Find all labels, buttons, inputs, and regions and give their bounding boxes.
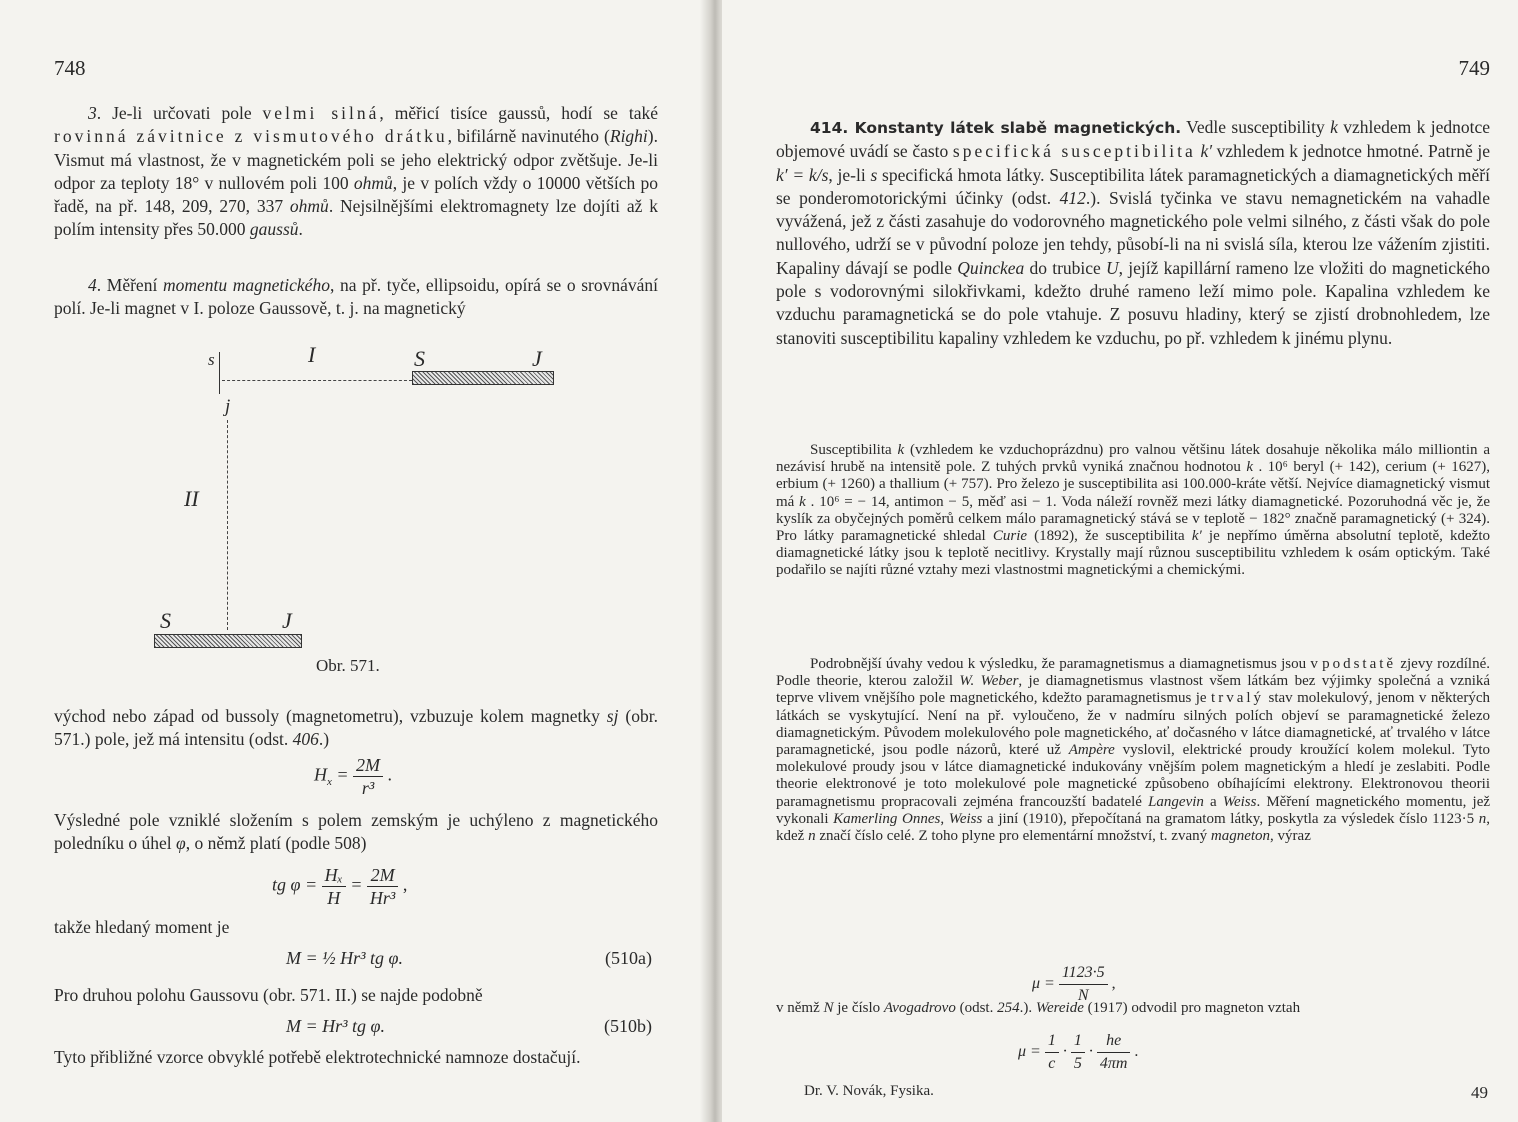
- text-run: s: [870, 164, 878, 185]
- text-run: Avogadrovo: [883, 1000, 956, 1016]
- text-run: Weiss: [1222, 793, 1257, 810]
- text-run: stav molekulový, jenom v některých látkách se vyskytující. Není na př. vyloučeno, že v nadmíru silných polích objeví se paramagnetické železo diamagnetickým. Původem molekulového pole magnetického, ať dočasného v látce diamagnetické, ať trvalého v látce paramagnetické, jsou podle názorů, které už: [776, 690, 1490, 759]
- paragraph: [54, 274, 658, 321]
- text-run: k: [799, 493, 806, 510]
- text-run: , kdež: [776, 810, 1491, 845]
- text-run: značí číslo celé. Z toho plyne pro elementární množství, t. zvaný: [815, 828, 1211, 845]
- equation: $H_x$ = $\frac{2M}{\text{r³}}$ .: [314, 755, 393, 798]
- text-run: k′: [1200, 141, 1213, 162]
- text-run: k: [1330, 117, 1338, 137]
- text-run: vyslovil, elektrické proudy kroužící kolem molekul. Tyto molekulové proudy jsou v látce diamagnetické indukovány vnějším polem magnetickým a hledí je zeslabiti. Podle theorie elektronové je toto molekulové pole magnetické způsobeno obíhajícími elektrony. Elektronovou theorii paramagnetismu propracovali zejména francouzští badatelé: [776, 742, 1490, 810]
- figure-label: j: [225, 396, 231, 417]
- figure-label: s: [208, 350, 215, 369]
- text-run: Righi: [609, 126, 648, 147]
- text-run: 412: [1059, 187, 1086, 208]
- equation: M = Hr³ tg φ.: [286, 1016, 385, 1036]
- text-run: φ: [176, 833, 186, 854]
- text-run: Curie: [992, 528, 1028, 545]
- footer-signature: 49: [1471, 1083, 1488, 1102]
- text-run: Vedle susceptibility: [1181, 117, 1331, 137]
- text-run: Wereide: [1035, 1000, 1084, 1016]
- text-run: trvalý: [1211, 690, 1265, 707]
- text-run: n: [808, 828, 816, 845]
- dashed-line: [227, 420, 228, 630]
- figure-label: J: [532, 346, 542, 371]
- equation: tg φ = $\frac{\text{Hₓ}}{H}$ = $\frac{2M}{\text{Hr³}}$ ,: [272, 865, 408, 908]
- text-run: Ampère: [1068, 742, 1115, 759]
- paragraph: [54, 809, 658, 856]
- figure-caption: Obr. 571.: [316, 656, 380, 675]
- text-run: , na př. tyče, ellipsoidu, opírá se o srovnávání polí. Je-li magnet v I. poloze Gaussově, t. j. na magnetický: [54, 275, 658, 319]
- text-run: a jiní (1910), přepočítaná na gramatom látky, poskytla za výsledek číslo 1123·5: [982, 810, 1479, 827]
- text-run: Kamerling Onnes: [833, 810, 941, 827]
- text-run: Susceptibilita: [810, 442, 898, 458]
- paragraph: [776, 116, 1490, 350]
- text-run: podstatě: [1322, 656, 1397, 672]
- text-run: velmi silná: [262, 103, 380, 123]
- paragraph: [54, 705, 658, 752]
- text-run: 4: [88, 275, 97, 295]
- text-run: 3: [88, 103, 97, 123]
- text-run: N: [823, 1000, 834, 1016]
- text-run: , o němž platí (podle 508): [185, 833, 367, 854]
- equation-number: (510a): [605, 948, 652, 968]
- text-run: k: [897, 442, 905, 458]
- figure-label: S: [414, 346, 425, 371]
- text-run: . Nejsilnějšími elektromagnety lze dojíti až k polím intensity přes 50.000: [54, 196, 658, 240]
- text-run: . 10⁶ = − 14, antimon − 5, měď asi − 1. Voda náleží rovněž mezi látky diamagnetické. Pozoruhodná věc je, že kyslík za obyčejných poměrů celkem málo paramagnetický stává se v teplotě − 182° značně paramagnetický (+ 324). Pro látky paramagnetické shledal: [776, 493, 1490, 545]
- text-run: 414. Konstanty látek slabě magnetických.: [810, 119, 1182, 137]
- text-run: momentu magnetického: [162, 275, 330, 295]
- left-page: [0, 0, 708, 1122]
- text-run: zjevy rozdílné. Podle theorie, kterou založil: [776, 656, 1490, 690]
- paragraph: [776, 442, 1490, 580]
- text-run: ). Vismut má vlastnost, že v magnetickém poli se jeho elektrický odpor zvětšuje. Je-li odpor za teploty 18° v nullovém poli 100: [54, 126, 658, 193]
- text-run: 254: [997, 1000, 1020, 1016]
- text-run: Podrobnější úvahy vedou k výsledku, že paramagnetismus a diamagnetismus jsou v: [810, 656, 1323, 672]
- text-run: specifická hmota látky. Susceptibilita látek paramagnetických a diamagnetických měří se ponderomotorickými účinky (odst.: [776, 164, 1490, 208]
- figure-label: II: [184, 486, 199, 511]
- right-page: [722, 0, 1518, 1122]
- text-run: W. Weber: [959, 673, 1019, 690]
- equation-number: (510b): [604, 1016, 652, 1036]
- text-run: , výraz: [1270, 828, 1311, 845]
- paragraph: Tyto přibližné vzorce obvyklé potřebě elektrotechnické namnoze dostačují.: [54, 1047, 581, 1067]
- page-number-right: 749: [1458, 56, 1490, 80]
- text-run: k: [1246, 459, 1253, 476]
- equation: μ = $\frac{1}{c}$ · $\frac{1}{5}$ · $\frac{he}{4\pi m}$ .: [1018, 1032, 1139, 1072]
- text-run: Quinckea: [957, 257, 1025, 278]
- figure-label: J: [282, 608, 292, 633]
- text-run: vzhledem k jednotce objemové uvádí se často: [776, 117, 1491, 162]
- text-run: Weiss: [948, 810, 983, 827]
- equation: μ = $\frac{1123\cdot 5}{N}$ ,: [1032, 964, 1116, 1004]
- paragraph: takže hledaný moment je: [54, 917, 230, 937]
- text-run: 406: [292, 729, 319, 750]
- text-run: a: [1203, 793, 1223, 810]
- text-run: .): [318, 729, 330, 750]
- text-run: U: [1106, 257, 1119, 278]
- text-run: (odst.: [955, 1000, 998, 1016]
- text-run: . Je-li určovati pole: [96, 103, 263, 123]
- text-run: n: [1478, 810, 1487, 827]
- text-run: (1917) odvodil pro magneton vztah: [1083, 1000, 1301, 1016]
- page-number-left: 748: [54, 56, 86, 80]
- text-run: ohmů: [353, 172, 393, 193]
- text-run: (1892), že susceptibilita: [1027, 528, 1192, 545]
- text-run: vzhledem k jednotce hmotné. Patrně je: [1212, 141, 1491, 162]
- equation: M = ½ Hr³ tg φ.: [286, 948, 403, 968]
- text-run: sj: [606, 706, 619, 726]
- text-run: , měřicí tisíce gaussů, hodí se také: [379, 103, 659, 123]
- text-run: .: [298, 219, 303, 240]
- text-run: Langevin: [1148, 793, 1204, 810]
- text-run: (obr. 571.) pole, jež má intensitu (odst.: [54, 706, 658, 750]
- text-run: . Měření: [96, 275, 163, 295]
- text-run: rovinná závitnice z vismutového drátku: [54, 126, 448, 147]
- text-run: , jejíž kapillární rameno lze vložiti do magnetického pole s vodorovnými silokřivkami, kdežto druhé rameno leží mimo pole. Kapalina vzhledem ke vzduchu paramagnetická se do pole vtahuje. Z posuvu hladiny, který se zjistí drobnohledem, lze stanoviti susceptibilitu kapaliny vzhledem ke vzduchu, po př. vzhledem k jinému plynu.: [776, 257, 1490, 348]
- figure-label: I: [308, 342, 316, 367]
- text-run: , je v polích vždy o 10000 větších po řadě, na př. 148, 209, 270, 337: [54, 172, 658, 217]
- dashed-line: [222, 380, 412, 381]
- magnet-bar-top: [412, 371, 554, 385]
- paragraph: [776, 1000, 1490, 1017]
- text-run: . 10⁶ beryl (+ 142), cerium (+ 1627), erbium (+ 1260) a thallium (+ 757). Pro železo je susceptibilita asi 100.000-kráte větší. Nejvíce diamagnetický vismut má: [776, 459, 1490, 510]
- text-run: .). Svislá tyčinka ve stavu nemagnetickém na vahadle vyvážená, jež z části zasahuje do vodorovného magnetického pole velmi silného, z části však do pole nullového, udrží se v původní poloze jen tehdy, působí-li na ni svislá síla, kterou lze vážením zjistiti. Kapaliny dávají se podle: [776, 187, 1490, 278]
- text-run: ohmů: [289, 196, 329, 217]
- paragraph: [54, 102, 658, 242]
- text-run: je nepřímo úměrna absolutní teplotě, kdežto diamagnetické látky jsou k teplotě necitlivy. Krystally mají různou susceptibilitu vzhledem k osám optickým. Také podařilo se najíti různé vztahy mezi vlastnostmi magnetickými a chemickými.: [776, 528, 1490, 579]
- text-run: Výsledné pole vzniklé složením s polem zemským je uchýleno z magnetického poledníku o úhel: [54, 810, 658, 854]
- text-run: , je-li: [828, 164, 871, 185]
- text-run: k′: [1191, 528, 1202, 545]
- paragraph: [776, 656, 1490, 845]
- text-run: specifická susceptibilita: [952, 141, 1196, 162]
- text-run: k′ = k/s: [776, 164, 829, 185]
- footer-author: Dr. V. Novák, Fysika.: [804, 1083, 934, 1099]
- text-run: magneton: [1210, 828, 1271, 845]
- paragraph: Pro druhou polohu Gaussovu (obr. 571. II.) se najde podobně: [54, 985, 483, 1005]
- figure-line: [219, 352, 220, 394]
- magnet-bar-bottom: [154, 634, 302, 648]
- text-run: , je diamagnetismus vlastnost všem látkám bez výjimky společná a vzniká teprve vlivem vnějšího pole magnetického, kdežto paramagnetismus je: [776, 673, 1491, 707]
- text-run: (vzhledem ke vzduchoprázdnu) pro valnou většinu látek dosahuje několika málo milliontin a nezávisí hrubě na intensitě pole. Z tuhých prvků vyniká značnou hodnotou: [776, 442, 1490, 476]
- figure-label: S: [160, 608, 171, 633]
- text-run: v němž: [776, 1000, 824, 1016]
- text-run: , bifilárně navinutého (: [447, 126, 610, 147]
- text-run: do trubice: [1024, 257, 1107, 278]
- text-run: gaussů: [249, 219, 299, 240]
- text-run: ,: [940, 810, 949, 827]
- text-run: je číslo: [833, 1000, 884, 1016]
- text-run: .).: [1019, 1000, 1036, 1016]
- text-run: . Měření magnetického momentu, jež vykonali: [776, 793, 1491, 827]
- text-run: východ nebo západ od bussoly (magnetometru), vzbuzuje kolem magnetky: [54, 706, 607, 726]
